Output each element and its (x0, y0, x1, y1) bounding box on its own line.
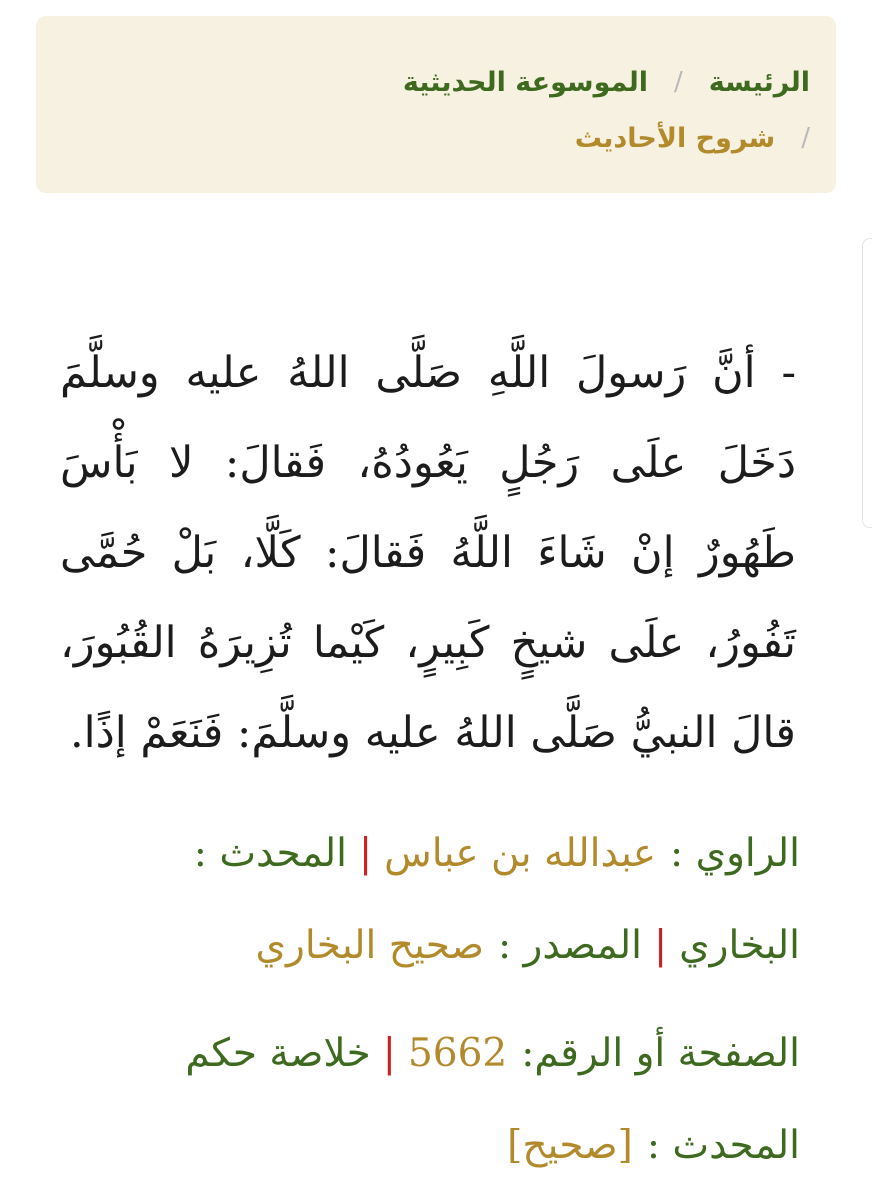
divider: | (358, 831, 373, 876)
page-number-label: الصفحة أو الرقم: (521, 1031, 800, 1076)
divider: | (382, 1031, 396, 1076)
breadcrumb-encyclopedia-link[interactable]: الموسوعة الحديثية (402, 66, 649, 98)
breadcrumb-current-page[interactable]: شروح الأحاديث (574, 122, 776, 154)
divider: | (653, 923, 668, 968)
source-label: المصدر : (498, 923, 642, 968)
hadith-meta-narrator-source (60, 808, 800, 992)
breadcrumb-row-2 (76, 110, 810, 166)
side-panel-edge (862, 238, 872, 528)
muhaddith-value[interactable]: البخاري (679, 923, 800, 968)
breadcrumb (36, 16, 836, 193)
breadcrumb-home-link[interactable]: الرئيسة (708, 66, 810, 98)
breadcrumb-row-1 (76, 54, 810, 110)
page-number-value: 5662 (407, 1031, 508, 1076)
hadith-meta-number-ruling (60, 1008, 800, 1192)
hadith-text: - أنَّ رَسولَ اللَّهِ صَلَّى اللهُ عليه وسلَّمَ دَخَلَ علَى رَجُلٍ يَعُودُهُ، فَقالَ: لا بَأْسَ طَهُورٌ إنْ شَاءَ اللَّهُ فَقالَ: كَلَّا، بَلْ حُمَّى تَفُورُ، علَى شيخٍ كَبِيرٍ، كَيْما تُزِيرَهُ القُبُورَ، قالَ النبيُّ صَلَّى اللهُ عليه وسلَّمَ: فَنَعَمْ إذًا. (60, 348, 796, 758)
ruling-label: خلاصة حكم المحدث : (185, 1031, 800, 1168)
ruling-value: [صحيح] (507, 1123, 633, 1168)
breadcrumb-separator: / (674, 67, 683, 97)
source-value[interactable]: صحيح البخاري (255, 923, 485, 968)
muhaddith-label: المحدث : (193, 831, 347, 876)
narrator-label: الراوي : (670, 831, 800, 876)
narrator-value[interactable]: عبدالله بن عباس (384, 831, 657, 876)
breadcrumb-separator: / (801, 123, 810, 153)
